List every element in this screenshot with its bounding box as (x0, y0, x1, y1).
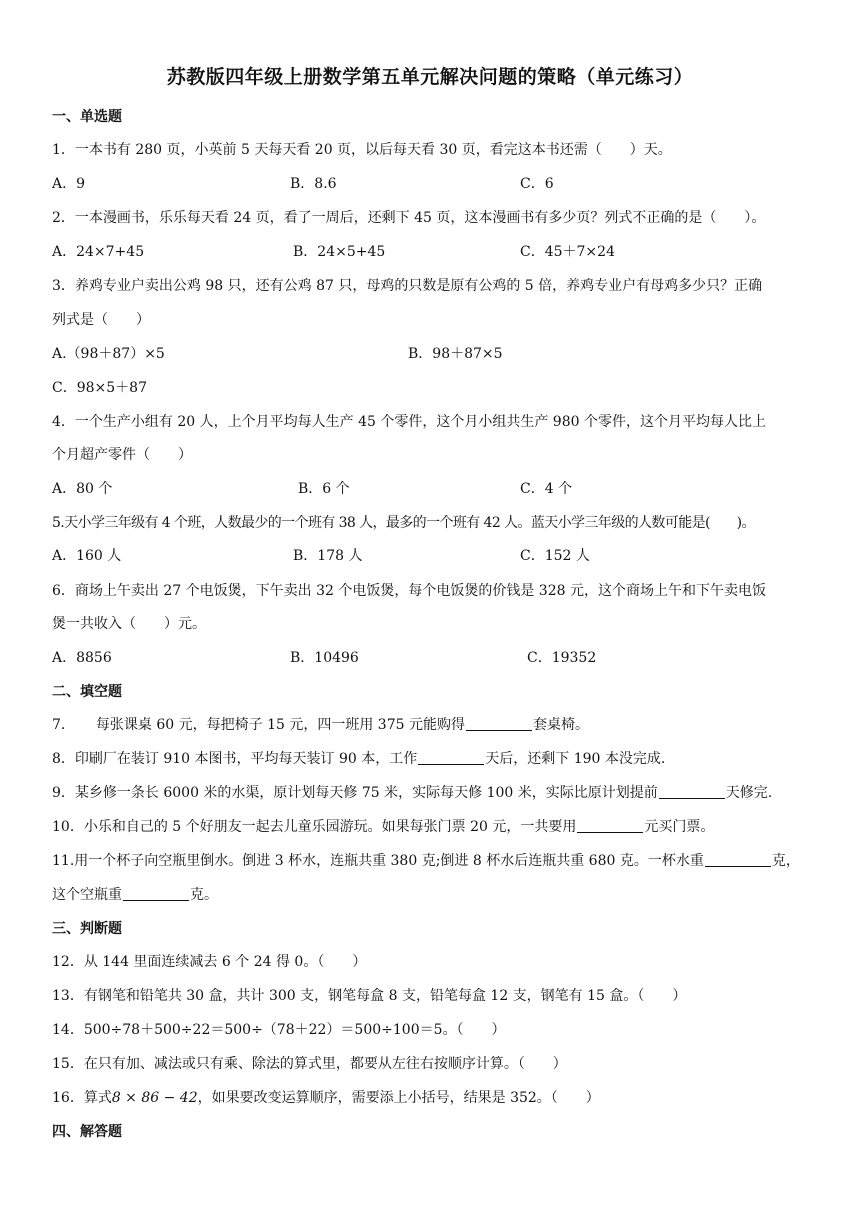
q8-answer-blank[interactable] (418, 750, 484, 765)
section-heading-fill-blank: 二、填空题 (52, 684, 122, 700)
question-11-line-1 (52, 850, 800, 870)
q7-text-end: 套桌椅。 (532, 717, 589, 733)
question-14: 14．500÷78＋500÷22＝500÷（78＋22）＝500÷100＝5。（ ） (52, 1022, 506, 1038)
q7-answer-blank[interactable] (466, 716, 532, 731)
q4-option-b: B．6 个 (298, 481, 350, 497)
question-11-line-2 (52, 884, 218, 904)
q11-text: 11.用一个杯子向空瓶里倒水。倒进 3 杯水，连瓶共重 380 克;倒进 8 杯水后连瓶共重 680 克。一杯水重 (52, 853, 704, 869)
q5-option-c: C．152 人 (520, 548, 590, 564)
section-heading-true-false: 三、判断题 (52, 921, 122, 937)
q6-option-b: B．10496 (290, 650, 359, 666)
question-7 (52, 714, 589, 734)
q11-text-2: 这个空瓶重 (52, 887, 122, 903)
q3-option-c: C．98×5＋87 (52, 380, 147, 396)
q1-option-b: B．8.6 (290, 176, 337, 192)
question-6-line-2: 煲一共收入（ ）元。 (52, 616, 206, 632)
q2-option-c: C．45＋7×24 (520, 244, 615, 260)
q11-answer-blank-1[interactable] (705, 852, 771, 867)
question-5: 5.天小学三年级有 4 个班，人数最少的一个班有 38 人，最多的一个班有 42 人。蓝天小学三年级的人数可能是( )。 (52, 515, 755, 531)
q11-text-mid: 克， (771, 853, 800, 869)
q7-text: 7． 每张课桌 60 元，每把椅子 15 元，四一班用 375 元能购得 (52, 717, 465, 733)
q10-answer-blank[interactable] (577, 818, 643, 833)
q16-text: 16．算式 (52, 1090, 112, 1106)
question-4-line-2: 个月超产零件（ ） (52, 447, 192, 463)
page-title: 苏教版四年级上册数学第五单元解决问题的策略（单元练习） (166, 66, 694, 88)
question-15: 15．在只有加、减法或只有乘、除法的算式里，都要从左往右按顺序计算。（ ） (52, 1056, 567, 1072)
q3-option-a: A.（98＋87）×5 (52, 346, 165, 362)
question-3-line-1: 3．养鸡专业户卖出公鸡 98 只，还有公鸡 87 只，母鸡的只数是原有公鸡的 5 倍，养鸡专业户有母鸡多少只？正确 (52, 278, 763, 294)
q6-option-a: A．8856 (52, 650, 112, 666)
q5-option-b: B．178 人 (293, 548, 363, 564)
q2-option-b: B．24×5+45 (293, 244, 386, 260)
q11-text-end: 克。 (190, 887, 218, 903)
q9-text-end: 天修完. (725, 785, 773, 801)
q9-answer-blank[interactable] (659, 784, 725, 799)
q4-option-c: C．4 个 (520, 481, 573, 497)
question-2: 2．一本漫画书，乐乐每天看 24 页，看了一周后，还剩下 45 页，这本漫画书有多少页？列式不正确的是（ ）。 (52, 210, 766, 226)
section-heading-word-problems: 四、解答题 (52, 1124, 122, 1140)
question-8 (52, 748, 665, 768)
question-13: 13．有钢笔和铅笔共 30 盒，共计 300 支，钢笔每盒 8 支，铅笔每盒 12 支，钢笔有 15 盒。（ ） (52, 988, 687, 1004)
q6-option-c: C．19352 (527, 650, 597, 666)
q9-text: 9．某乡修一条长 6000 米的水渠，原计划每天修 75 米，实际每天修 100 米，实际比原计划提前 (52, 785, 658, 801)
question-9 (52, 782, 772, 802)
q8-text-end: 天后，还剩下 190 本没完成. (485, 751, 666, 767)
q4-option-a: A．80 个 (52, 481, 113, 497)
q8-text: 8．印刷厂在装订 910 本图书，平均每天装订 90 本，工作 (52, 751, 418, 767)
section-heading-single-choice: 一、单选题 (52, 109, 122, 125)
q10-text-end: 元买门票。 (644, 819, 715, 835)
q11-answer-blank-2[interactable] (123, 886, 189, 901)
question-3-line-2: 列式是（ ） (52, 312, 150, 328)
question-12: 12．从 144 里面连续减去 6 个 24 得 0。（ ） (52, 954, 367, 970)
q2-option-a: A．24×7+45 (52, 244, 145, 260)
q3-option-b: B．98＋87×5 (408, 346, 503, 362)
q1-option-c: C．6 (520, 176, 554, 192)
question-10 (52, 816, 714, 836)
question-1: 1．一本书有 280 页，小英前 5 天每天看 20 页，以后每天看 30 页，看完这本书还需（ ）天。 (52, 142, 672, 158)
question-16 (52, 1087, 600, 1107)
q16-text-end: ，如果要改变运算顺序，需要添上小括号，结果是 352。（ ） (197, 1090, 600, 1106)
question-6-line-1: 6．商场上午卖出 27 个电饭煲，下午卖出 32 个电饭煲，每个电饭煲的价钱是 328 元，这个商场上午和下午卖电饭 (52, 583, 766, 599)
question-4-line-1: 4．一个生产小组有 20 人，上个月平均每人生产 45 个零件，这个月小组共生产 980 个零件，这个月平均每人比上 (52, 414, 766, 430)
q1-option-a: A．9 (52, 176, 86, 192)
q16-expression: 8 × 86 − 42 (111, 1090, 198, 1106)
q10-text: 10．小乐和自己的 5 个好朋友一起去儿童乐园游玩。如果每张门票 20 元，一共要用 (52, 819, 577, 835)
q5-option-a: A．160 人 (52, 548, 122, 564)
